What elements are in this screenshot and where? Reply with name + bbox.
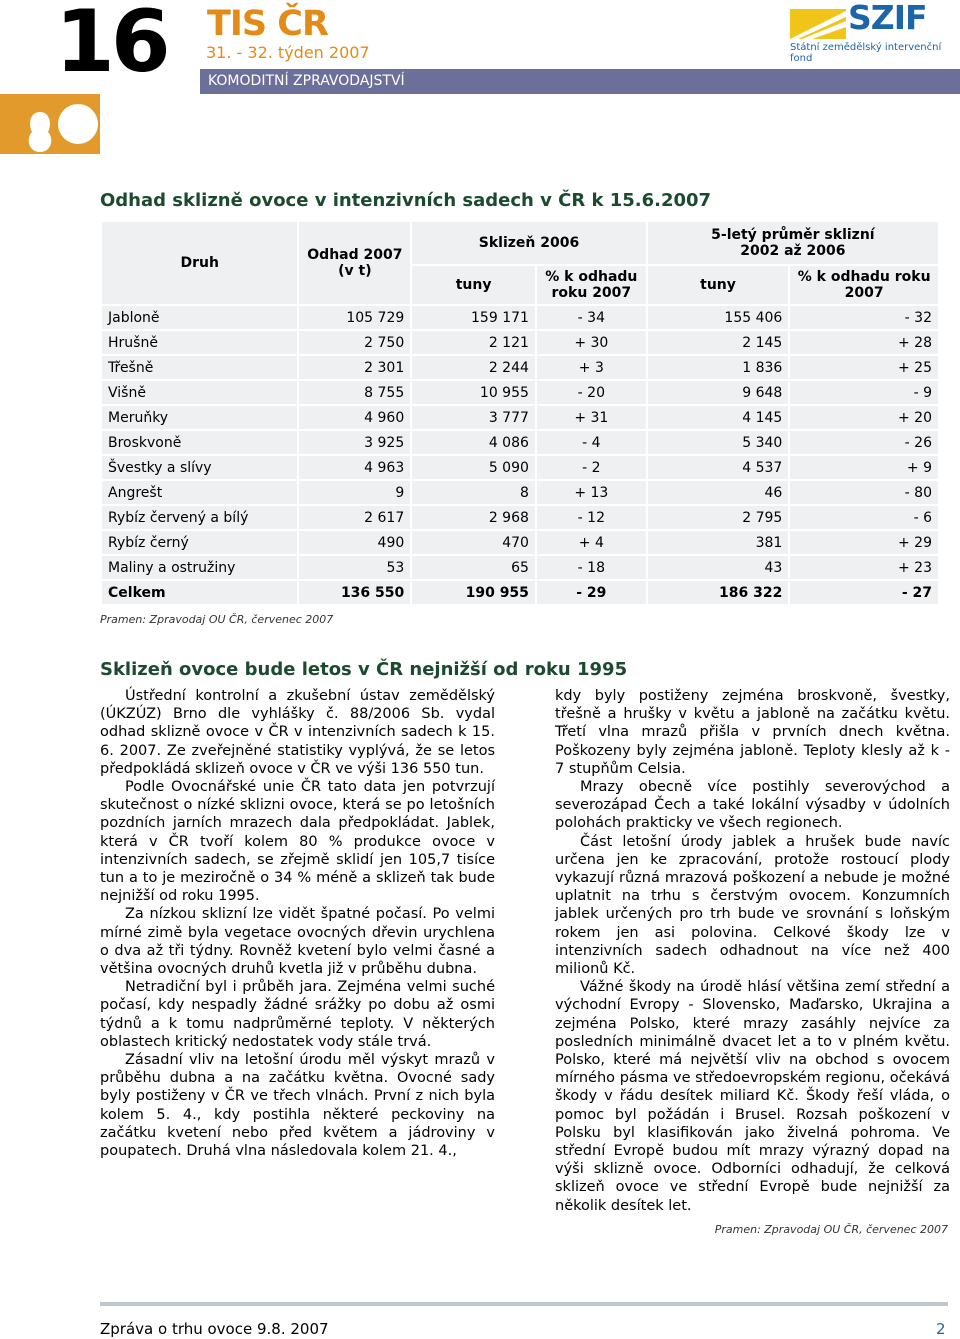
cell-odhad: 4 960 <box>298 405 411 430</box>
cell-odhad: 4 963 <box>298 455 411 480</box>
cell-s-pct: - 34 <box>536 305 647 330</box>
header-s-tuny: tuny <box>411 265 536 305</box>
paragraph: Netradiční byl i průběh jara. Zejména velmi suché počasí, kdy nespadly žádné srážky po dobu až osmi týdnů a k tomu nadprůměrné teploty. V některých oblastech kritický nedostatek vody stále trvá. <box>100 979 495 1050</box>
paragraph: Vážné škody na úrodě hlásí většina zemí střední a východní Evropy - Slovensko, Maďarsko, Ukrajina a zejména Polsko, které mrazy zasáhly nejvíce za posledních minimálně dvacet let a to v plném květu. Polsko, které má největší vliv na obchod s ovocem mírného pásma ve středoevropském regionu, očekává škody v řádu desítek miliard Kč. Škody řeší vláda, o pomoc byl požádán i Brusel. Rozsah poškození v Polsku byl klasifikován jako živelná pohroma. Ve střední Evropě budou mít mrazy výrazný dopad na výši sklizně ovoce. Odborníci odhadují, že celková sklizeň ovoce ve střední Evropě bude nejnižší za několik desítek let. <box>555 979 950 1214</box>
cell-p-pct: - 27 <box>789 580 939 605</box>
cell-p-tuny: 1 836 <box>647 355 790 380</box>
paragraph: Za nízkou sklizní lze vidět špatné počasí. Po velmi mírné zimě byla vegetace ovocných dřevin urychlena o dva až tři týdny. Rovněž kvetení bylo velmi časné a většina ovocných druhů kvetla již v průběhu dubna. <box>100 906 495 978</box>
cell-p-tuny: 4 145 <box>647 405 790 430</box>
header-s-pct: % k odhadu roku 2007 <box>536 265 647 305</box>
cell-p-pct: - 26 <box>789 430 939 455</box>
table-row <box>101 505 939 530</box>
table-row <box>101 430 939 455</box>
table-row <box>101 555 939 580</box>
cell-p-tuny: 381 <box>647 530 790 555</box>
cell-odhad: 105 729 <box>298 305 411 330</box>
cell-odhad: 2 301 <box>298 355 411 380</box>
cell-p-pct: - 9 <box>789 380 939 405</box>
cell-p-pct: + 9 <box>789 455 939 480</box>
cell-druh: Višně <box>101 380 298 405</box>
paragraph: Část letošní úrody jablek a hrušek bude navíc určena jen ke zpracování, protože rostoucí plody vykazují různá mrazová poškození a nebude je možné uplatnit na trhu s čerstvým ovocem. Konzumních jablek určených pro trh bude ve srovnání s loňským rokem jen asi polovina. Celkové škody lze v intenzivních sadech odhadnout na více než 400 milionů Kč. <box>555 833 950 978</box>
cell-s-tuny: 159 171 <box>411 305 536 330</box>
cell-odhad: 136 550 <box>298 580 411 605</box>
section-label: KOMODITNÍ ZPRAVODAJSTVÍ <box>208 73 405 89</box>
cell-p-tuny: 2 795 <box>647 505 790 530</box>
table-row <box>101 455 939 480</box>
cell-druh: Rybíz černý <box>101 530 298 555</box>
cell-p-pct: + 29 <box>789 530 939 555</box>
table-title: Odhad sklizně ovoce v intenzivních sadech v ČR k 15.6.2007 <box>100 190 712 211</box>
table-total-row <box>101 580 939 605</box>
cell-druh: Celkem <box>101 580 298 605</box>
cell-s-pct: + 30 <box>536 330 647 355</box>
cell-druh: Meruňky <box>101 405 298 430</box>
cell-odhad: 3 925 <box>298 430 411 455</box>
article-column-left <box>100 687 495 1160</box>
cell-druh: Rybíz červený a bílý <box>101 505 298 530</box>
cell-p-tuny: 9 648 <box>647 380 790 405</box>
cell-s-tuny: 2 244 <box>411 355 536 380</box>
header-druh: Druh <box>101 221 298 305</box>
cell-druh: Švestky a slívy <box>101 455 298 480</box>
cell-p-pct: + 28 <box>789 330 939 355</box>
cell-s-pct: + 13 <box>536 480 647 505</box>
cell-s-tuny: 5 090 <box>411 455 536 480</box>
cell-p-pct: + 23 <box>789 555 939 580</box>
header-sklizen: Sklizeň 2006 <box>411 221 646 265</box>
cell-p-tuny: 46 <box>647 480 790 505</box>
cell-p-pct: + 20 <box>789 405 939 430</box>
cell-s-tuny: 2 968 <box>411 505 536 530</box>
cell-s-tuny: 10 955 <box>411 380 536 405</box>
cell-odhad: 2 750 <box>298 330 411 355</box>
table-source: Pramen: Zpravodaj OU ČR, červenec 2007 <box>100 613 334 626</box>
table-row <box>101 530 939 555</box>
table-row <box>101 305 939 330</box>
table-row <box>101 380 939 405</box>
cell-s-pct: - 4 <box>536 430 647 455</box>
cell-p-pct: - 32 <box>789 305 939 330</box>
paragraph: Zásadní vliv na letošní úrodu měl výskyt mrazů v průběhu dubna a na začátku května. Ovocné sady byly postiženy v ČR ve třech vlnách. První z nich byla kolem 5. 4., kdy postihla některé peckoviny na začátku kvetení nebo před květem a jádroviny v poupatech. Druhá vlna následovala kolem 21. 4., <box>100 1052 495 1160</box>
cell-s-pct: + 4 <box>536 530 647 555</box>
cell-s-tuny: 3 777 <box>411 405 536 430</box>
header-p-tuny: tuny <box>647 265 790 305</box>
cell-s-pct: + 31 <box>536 405 647 430</box>
cell-s-pct: + 3 <box>536 355 647 380</box>
footer-divider <box>100 1302 948 1306</box>
brand-name: TIS ČR <box>207 4 328 44</box>
cell-druh: Angrešt <box>101 480 298 505</box>
harvest-table <box>100 220 940 606</box>
paragraph: Podle Ovocnářské unie ČR tato data jen potvrzují skutečnost o nízké sklizni ovoce, která se po letošních pozdních jarních mrazech dala předpokládat. Jablek, která v ČR tvoří kolem 80 % produkce ovoce v intenzivních sadech, se zřejmě sklidí jen 105,7 tisíce tun a to je meziročně o 34 % méně a sklizeň tak bude nejnižší od roku 1995. <box>100 779 495 905</box>
paragraph: kdy byly postiženy zejména broskvoně, švestky, třešně a hrušky v květu a jabloně na začátku květu. Třetí vlna mrazů přišla v prvních dnech května. Poškozeny byly zejména jabloně. Teploty klesly až k - 7 stupňům Celsia. <box>555 688 950 777</box>
article-column-right <box>555 687 950 1215</box>
cell-s-tuny: 8 <box>411 480 536 505</box>
cell-s-tuny: 65 <box>411 555 536 580</box>
cell-p-tuny: 155 406 <box>647 305 790 330</box>
cell-s-pct: - 18 <box>536 555 647 580</box>
cell-druh: Hrušně <box>101 330 298 355</box>
szif-name: SZIF <box>848 0 927 37</box>
table-row <box>101 330 939 355</box>
cell-odhad: 490 <box>298 530 411 555</box>
cell-p-tuny: 5 340 <box>647 430 790 455</box>
cell-p-tuny: 186 322 <box>647 580 790 605</box>
cell-s-tuny: 4 086 <box>411 430 536 455</box>
cell-s-pct: - 2 <box>536 455 647 480</box>
cell-druh: Jabloně <box>101 305 298 330</box>
cell-s-tuny: 190 955 <box>411 580 536 605</box>
cell-p-tuny: 4 537 <box>647 455 790 480</box>
cell-s-pct: - 29 <box>536 580 647 605</box>
table-row <box>101 405 939 430</box>
cell-s-tuny: 470 <box>411 530 536 555</box>
issue-week: 31. - 32. týden 2007 <box>206 43 370 62</box>
cell-p-pct: - 6 <box>789 505 939 530</box>
szif-subtitle: Státní zemědělský intervenční fond <box>790 42 942 64</box>
cell-odhad: 8 755 <box>298 380 411 405</box>
header-p-pct: % k odhadu roku 2007 <box>789 265 939 305</box>
table-row <box>101 355 939 380</box>
page-number: 2 <box>936 1320 946 1338</box>
table-row <box>101 480 939 505</box>
cell-p-pct: + 25 <box>789 355 939 380</box>
section-bar <box>200 69 960 94</box>
cell-druh: Maliny a ostružiny <box>101 555 298 580</box>
paragraph: Ústřední kontrolní a zkušební ústav zemědělský (ÚKZÚZ) Brno dle vyhlášky č. 88/2006 Sb. vydal odhad sklizně ovoce v ČR v intenzivních sadech k 15. 6. 2007. Ze zveřejněné statistiky vyplývá, že se letos předpokládá sklizeň ovoce v ČR ve výši 136 550 tun. <box>100 688 495 777</box>
cell-druh: Broskvoně <box>101 430 298 455</box>
fruit-icon <box>0 94 100 154</box>
cell-s-tuny: 2 121 <box>411 330 536 355</box>
cell-s-pct: - 12 <box>536 505 647 530</box>
article-title: Sklizeň ovoce bude letos v ČR nejnižší od roku 1995 <box>100 659 628 680</box>
header-odhad: Odhad 2007 (v t) <box>298 221 411 305</box>
header-prumer: 5-letý průměr sklizní 2002 až 2006 <box>647 221 939 265</box>
cell-p-tuny: 2 145 <box>647 330 790 355</box>
cell-druh: Třešně <box>101 355 298 380</box>
cell-odhad: 9 <box>298 480 411 505</box>
issue-number: 16 <box>55 0 167 92</box>
cell-p-pct: - 80 <box>789 480 939 505</box>
article-source: Pramen: Zpravodaj OU ČR, červenec 2007 <box>714 1223 948 1236</box>
cell-odhad: 53 <box>298 555 411 580</box>
footer-title: Zpráva o trhu ovoce 9.8. 2007 <box>100 1320 329 1338</box>
cell-odhad: 2 617 <box>298 505 411 530</box>
fruit-logo <box>0 94 100 154</box>
cell-p-tuny: 43 <box>647 555 790 580</box>
paragraph: Mrazy obecně více postihly severovýchod a severozápad Čech a také lokální výsadby v údolních polohách prakticky ve všech regionech. <box>555 779 950 832</box>
cell-s-pct: - 20 <box>536 380 647 405</box>
